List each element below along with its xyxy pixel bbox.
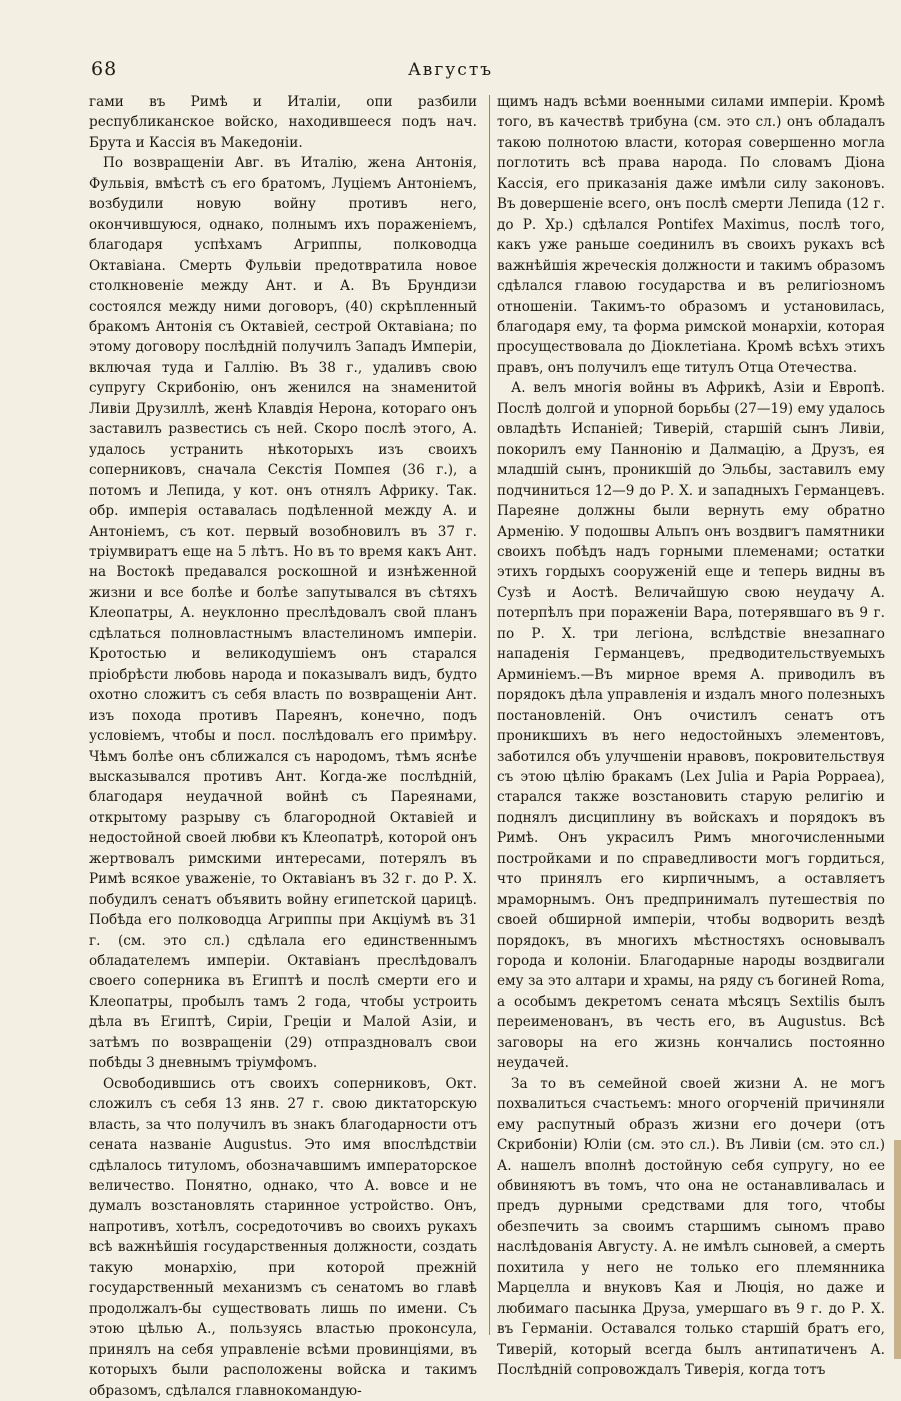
paragraph: По возвращеніи Авг. въ Италію, жена Антонія, Фульвія, вмѣстѣ съ его братомъ, Луціемъ Антоніемъ, возбудили новую войну противъ него, окончившуюся, однако, полнымъ ихъ пораженіемъ, благодаря успѣхамъ Агриппы, полководца Октавіана. Смерть Фульвіи предотвратила новое столкновеніе между Ант. и А. Въ Брундизи состоялся между ними договоръ, (40) скрѣпленный бракомъ Антонія съ Октавіей, сестрой Октавіана; по этому договору послѣдній получилъ Западъ Имперіи, включая туда и Галлію. Въ 38 г., удаливъ свою супругу Скрибонію, онъ женился на знаменитой Ливіи Друзиллѣ, женѣ Клавдія Нерона, котораго онъ заставилъ развестись съ ней. Скоро послѣ этого, А. удалось устранить нѣкоторыхъ изъ своихъ соперниковъ, сначала Секстія Помпея (36 г.), а потомъ и Лепида, у кот. онъ отнялъ Африку. Так. обр. имперія оставалась подѣленной между А. и Антоніемъ, съ кот. первый возобновилъ въ 37 г. тріумвиратъ еще на 5 лѣтъ. Но въ то время какъ Ант. на Востокѣ предавался роскошной и изнѣженной жизни и все болѣе и болѣе запутывался въ сѣтяхъ Клеопатры, А. неуклонно преслѣдовалъ свой планъ сдѣлаться полновластнымъ властелиномъ имперіи. Кротостью и великодушіемъ онъ старался пріобрѣсти любовь народа и показывалъ видъ, будто охотно сложитъ съ себя власть по возвращеніи Ант. изъ похода противъ Пареянъ, конечно, подъ условіемъ, чтобы и посл. послѣдовалъ его примѣру. Чѣмъ болѣе онъ сближался съ народомъ, тѣмъ яснѣе высказывался противъ Ант. Когда-же послѣдній, благодаря неудачной войнѣ съ Пареянами, открытому разрыву съ благородной Октавіей и недостойной своей любви къ Клеопатрѣ, которой онъ жертвовалъ римскими интересами, потерялъ въ Римѣ всякое уваженіе, то Октавіанъ въ 32 г. до Р. Х. побудилъ сенатъ объявить войну египетской царицѣ. Побѣда его полководца Агриппы при Акціумѣ въ 31 г. (см. это сл.) сдѣлала его единственнымъ обладателемъ имперіи. Октавіанъ преслѣдовалъ своего соперника въ Египтѣ и послѣ смерти его и Клеопатры, пробылъ тамъ 2 года, чтобы устроить дѣла въ Египтѣ, Сиріи, Греціи и Малой Азіи, и затѣмъ по возвращеніи (29) отпраздновалъ свои побѣды 3 дневнымъ тріумфомъ. bbox=[89, 155, 477, 1072]
paragraph: За то въ семейной своей жизни А. не могъ похвалиться счастьемъ: много огорченій причиняли ему распутный образъ жизни его дочери (отъ Скрибоніи) Юліи (см. это сл.). Въ Ливіи (см. это сл.) А. нашелъ вполнѣ достойную себя супругу, но ее обвиняютъ въ томъ, что она не останавливалась и предъ дурными средствами для того, чтобы обезпечить за своимъ старшимъ сыномъ право наслѣдованія Августу. А. не имѣлъ сыновей, а смерть похитила у него не только его племянника Марцелла и внуковъ Кая и Люція, но даже и любимаго пасынка Друза, умершаго въ 9 г. до Р. Х. въ Германіи. Оставался только старшій братъ его, Тиверій, который всегда былъ антипатиченъ А. Послѣдній сопровождалъ Тиверія, когда тотъ bbox=[497, 1075, 885, 1379]
page-number: 68 bbox=[91, 58, 118, 80]
page-edge-strip bbox=[894, 1140, 901, 1359]
right-column bbox=[497, 92, 885, 1379]
paragraph: А. велъ многія войны въ Африкѣ, Азіи и Европѣ. Послѣ долгой и упорной борьбы (27—19) ему удалось овладѣть Испаніей; Тиверій, старшій сынъ Ливіи, покорилъ ему Паннонію и Далмацію, а Друзъ, ея младшій сынъ, проникшій до Эльбы, заставилъ ему подчиниться 12—9 до Р. Х. и западныхъ Германцевъ. Пареяне должны были вернуть ему обратно Арменію. У подошвы Альпъ онъ воздвигъ памятники своихъ побѣдъ надъ горными племенами; остатки этихъ гордыхъ сооруженій еще и теперь видны въ Сузѣ и Аостѣ. Величайшую свою неудачу А. потерпѣлъ при пораженіи Вара, потерявшаго въ 9 г. по Р. Х. три легіона, вслѣдствіе внезапнаго нападенія Германцевъ, предводительствуемыхъ Арминіемъ.—Въ мирное время А. приводилъ въ порядокъ дѣла управленія и издалъ много полезныхъ постановленій. Онъ очистилъ сенатъ отъ проникшихъ въ него недостойныхъ элементовъ, заботился объ улучшеніи нравовъ, покровительствуя съ этою цѣлію бракамъ (Lex Julia и Papia Poppaea), старался также возстановить старую религію и поднялъ дисциплину въ войскахъ и порядокъ въ Римѣ. Онъ украсилъ Римъ многочисленными постройками и по справедливости могъ гордиться, что принялъ его кирпичнымъ, а оставляетъ мраморнымъ. Онъ предпринималъ путешествія по своей обширной имперіи, чтобы водворить вездѣ порядокъ, въ многихъ мѣстностяхъ основывалъ города и колоніи. Благодарные народы воздвигали ему за это алтари и храмы, на ряду съ богиней Roma, а особымъ декретомъ сената мѣсяцъ Sextilis былъ переименованъ, въ честь его, въ Augustus. Всѣ заговоры на его жизнь кончались постоянно неудачей. bbox=[497, 380, 885, 1072]
left-column bbox=[89, 92, 477, 1399]
column-divider bbox=[489, 95, 490, 1335]
running-title: Августъ bbox=[407, 60, 494, 80]
paragraph: Освободившись отъ своихъ соперниковъ, Окт. сложилъ съ себя 13 янв. 27 г. свою диктаторскую власть, за что получилъ въ знакъ благодарности отъ сената названіе Augustus. Это имя впослѣдствіи сдѣлалось титуломъ, обозначавшимъ императорское величество. Понятно, однако, что А. вовсе и не думалъ возстановлять старинное устройство. Онъ, напротивъ, хотѣлъ, сосредоточивъ во своихъ рукахъ всѣ важнѣйшія государственныя должности, создать такую монархію, при которой прежній государственный механизмъ съ сенатомъ во главѣ продолжалъ-бы существовать лишь по имени. Съ этою цѣлью А., пользуясь властью проконсула, принялъ на себя управленіе всѣми провинціями, въ которыхъ были расположены войска и такимъ образомъ, сдѣлался главнокомандую- bbox=[89, 1075, 477, 1399]
paragraph: гами въ Римѣ и Италіи, опи разбили республиканское войско, находившееся подъ нач. Брута и Кассія въ Македоніи. bbox=[89, 94, 477, 151]
paragraph: щимъ надъ всѣми военными силами имперіи. Кромѣ того, въ качествѣ трибуна (см. это сл.) онъ обладалъ такою полнотою власти, которая совершенно могла поглотить всѣ права народа. По словамъ Діона Кассія, его приказанія даже имѣли силу законовъ. Въ довершеніе всего, онъ послѣ смерти Лепида (12 г. до Р. Хр.) сдѣлался Pontifex Maximus, послѣ того, какъ уже раньше соединилъ въ своихъ рукахъ всѣ важнѣйшія жреческія должности и такимъ образомъ сдѣлался главою государства и въ религіозномъ отношеніи. Такимъ-то образомъ и установилась, благодаря ему, та форма римской монархіи, которая просуществовала до Діоклетіана. Кромѣ всѣхъ этихъ правъ, онъ получилъ еще титулъ Отца Отечества. bbox=[497, 94, 885, 376]
